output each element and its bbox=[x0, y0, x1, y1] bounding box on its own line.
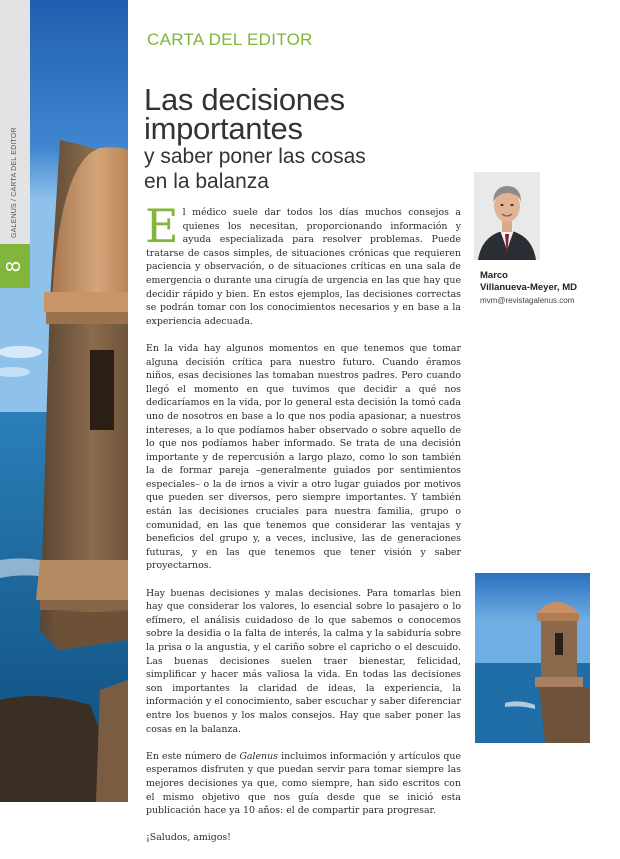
subheadline-line-1: y saber poner las cosas bbox=[144, 145, 366, 168]
paragraph-4-start: En este número de bbox=[146, 750, 240, 762]
sentry-box-thumbnail bbox=[475, 573, 590, 743]
paragraph-4 bbox=[146, 750, 461, 818]
paragraph-4-end: incluimos información y artículos que esperamos disfruten y que puedan servir para tomar siempre las mejores decisiones ya que, como siempre, han sido escritos con el mismo objetivo que nos guía desde que se inició esta publicación hace ya 10 años: el de compartir para progresar. bbox=[146, 750, 461, 817]
paragraph-1 bbox=[145, 199, 461, 328]
subheadline-line-2: en la balanza bbox=[144, 170, 269, 193]
headline-line-1: Las decisiones bbox=[144, 82, 345, 117]
article-body bbox=[145, 199, 461, 859]
magazine-name: Galenus bbox=[239, 750, 278, 762]
author-name bbox=[480, 270, 577, 294]
page-number: 8 bbox=[3, 260, 26, 272]
paragraph-1-text: l médico suele dar todos los días muchos consejos a quienes los necesitan, proporcionando información y ayuda especializada para resolver problemas. Puede tratarse de casos simples, de situaciones crónicas que requieren paciencia y observación, o de situaciones críticas en una sala de emergencia o durante una cirugía de urgencia en las que hay que decidir rápido y bien. En estos ejemplos, las decisiones correctas se podrán tomar con los conocimientos necesarios y en base a la experiencia adecuada. bbox=[146, 207, 461, 327]
article-headline bbox=[144, 82, 464, 193]
paragraph-5: ¡Saludos, amigos! bbox=[146, 832, 231, 844]
author-portrait bbox=[474, 172, 540, 260]
section-title: CARTA DEL EDITOR bbox=[147, 30, 313, 49]
paragraph-2: En la vida hay algunos momentos en que tenemos que tomar alguna decisión crítica para nuestro futuro. Cuando éramos niños, esas decisiones las tomaban nuestros padres. Pero cuando llegó el momento en que tuvimos que decidir a qué nos dedicaríamos en la vida, por lo general esta decisión la tomó cada uno de nosotros en base a lo que nos podía apasionar, a nuestros intereses, a lo que podíamos haber observado o sobre aquello de lo que nos podíamos haber informado. Se trata de una decisión importante y de repercusión a largo plazo, como lo son también la de formar pareja –generalmente guiados por sentimientos especiales– o la de irnos a vivir a otro lugar guiados por motivos que pueden ser diversos, pero siempre importantes. Y también están las decisiones cruciales para nuestra familia, grupo o comunidad, en las que tenemos que considerar las ventajas y beneficios del grupo y, a veces, inclusive, las de generaciones futuras, y en las que tenemos que tener visión y saber proyectarnos. bbox=[146, 342, 461, 572]
author-last-name: Villanueva-Meyer, MD bbox=[480, 282, 577, 293]
page-number-badge bbox=[0, 244, 30, 288]
author-photo bbox=[474, 172, 540, 260]
section-tab-label bbox=[4, 127, 124, 238]
paragraph-3: Hay buenas decisiones y malas decisiones. Para tomarlas bien hay que considerar los valores, lo esencial sobre lo pasajero o lo efímero, el análisis cuidadoso de lo que sabemos o conocemos sobre la desidia o la falta de interés, la calma y la sabiduría sobre la prisa o la angustia, y el cariño sobre el capricho o el descuido. Las buenas decisiones suelen traer bienestar, felicidad, simplificar y hacer más valiosa la vida. En todas las decisiones son importantes la claridad de ideas, la experiencia, la información y el conocimiento, saber escuchar y saber diferenciar entre los buenos y los malos consejos. Hay que saber poner las cosas en la balanza. bbox=[146, 587, 461, 735]
headline-line-2: importantes bbox=[144, 111, 303, 146]
sentry-box-thumbnail-illustration bbox=[475, 573, 590, 743]
section-tab-text: GALENUS / CARTA DEL EDITOR bbox=[11, 127, 18, 238]
author-email: mvm@revistagalenus.com bbox=[480, 296, 575, 305]
author-first-name: Marco bbox=[480, 270, 508, 281]
drop-cap: E bbox=[145, 199, 179, 253]
